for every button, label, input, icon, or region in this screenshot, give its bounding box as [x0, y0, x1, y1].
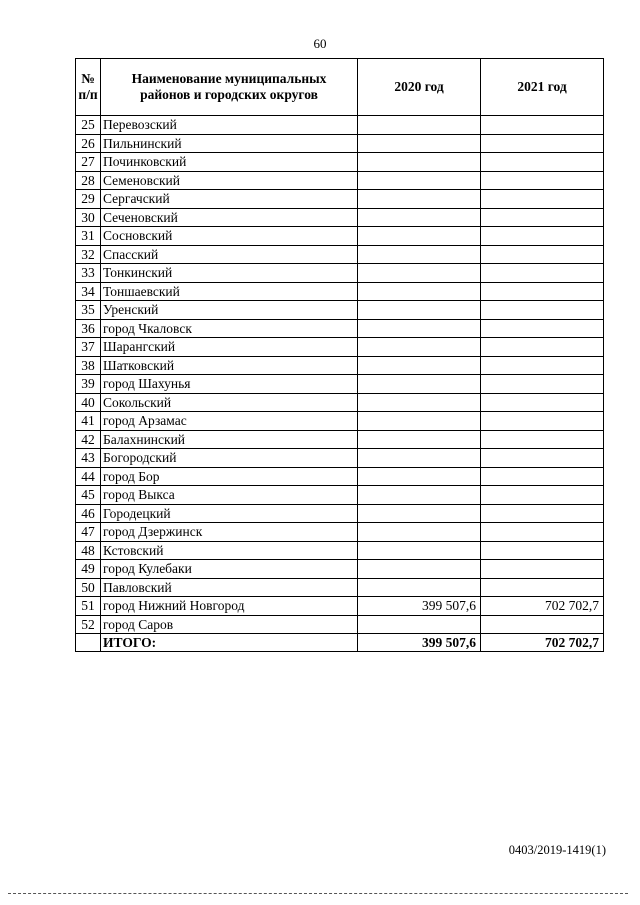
table-row [76, 208, 604, 227]
table-row [76, 615, 604, 634]
row-value-2021 [481, 338, 604, 357]
row-value-2021 [481, 486, 604, 505]
total-row [76, 634, 604, 652]
total-2021: 702 702,7 [481, 634, 604, 652]
table-row [76, 449, 604, 468]
table-row [76, 393, 604, 412]
table-row [76, 227, 604, 246]
row-name: город Кулебаки [101, 560, 358, 579]
row-value-2020 [358, 319, 481, 338]
row-name: Сосновский [101, 227, 358, 246]
row-value-2020 [358, 264, 481, 283]
row-value-2021 [481, 245, 604, 264]
table-row [76, 504, 604, 523]
row-number: 48 [76, 541, 101, 560]
row-name: Починковский [101, 153, 358, 172]
table-row [76, 134, 604, 153]
budget-table [75, 58, 604, 652]
row-number: 26 [76, 134, 101, 153]
row-name: Тоншаевский [101, 282, 358, 301]
row-value-2021 [481, 171, 604, 190]
header-2020: 2020 год [358, 59, 481, 116]
table-row [76, 190, 604, 209]
row-name: Пильнинский [101, 134, 358, 153]
row-value-2020 [358, 430, 481, 449]
table-row [76, 245, 604, 264]
row-name: город Нижний Новгород [101, 597, 358, 616]
table-row [76, 338, 604, 357]
row-value-2021 [481, 208, 604, 227]
header-name: Наименование муниципальных районов и городских округов [101, 59, 358, 116]
row-value-2021 [481, 393, 604, 412]
row-name: Балахнинский [101, 430, 358, 449]
row-name: Перевозский [101, 116, 358, 135]
row-value-2021 [481, 264, 604, 283]
row-number: 44 [76, 467, 101, 486]
row-name: Богородский [101, 449, 358, 468]
row-number: 28 [76, 171, 101, 190]
row-value-2020 [358, 338, 481, 357]
table-row [76, 430, 604, 449]
table-row [76, 116, 604, 135]
row-name: Сеченовский [101, 208, 358, 227]
row-name: Сокольский [101, 393, 358, 412]
row-value-2021 [481, 227, 604, 246]
row-value-2020 [358, 116, 481, 135]
row-number: 30 [76, 208, 101, 227]
table-row [76, 541, 604, 560]
row-value-2021 [481, 301, 604, 320]
row-value-2020 [358, 134, 481, 153]
row-number: 41 [76, 412, 101, 431]
row-value-2020 [358, 190, 481, 209]
row-value-2020 [358, 393, 481, 412]
row-value-2021 [481, 412, 604, 431]
row-value-2021 [481, 116, 604, 135]
row-number: 36 [76, 319, 101, 338]
row-value-2021 [481, 523, 604, 542]
row-value-2021 [481, 578, 604, 597]
row-number: 40 [76, 393, 101, 412]
row-number: 37 [76, 338, 101, 357]
table-header-row [76, 59, 604, 116]
row-value-2021: 702 702,7 [481, 597, 604, 616]
row-number: 31 [76, 227, 101, 246]
row-value-2021 [481, 615, 604, 634]
row-value-2020 [358, 615, 481, 634]
row-value-2021 [481, 467, 604, 486]
row-value-2021 [481, 134, 604, 153]
table-row [76, 171, 604, 190]
row-value-2021 [481, 504, 604, 523]
page-number: 60 [313, 36, 327, 51]
row-value-2021 [481, 541, 604, 560]
table-row [76, 597, 604, 616]
row-name: Кстовский [101, 541, 358, 560]
row-value-2020 [358, 449, 481, 468]
row-value-2021 [481, 319, 604, 338]
row-number: 38 [76, 356, 101, 375]
table-row [76, 467, 604, 486]
row-value-2020 [358, 504, 481, 523]
row-value-2021 [481, 153, 604, 172]
row-value-2020 [358, 171, 481, 190]
row-value-2021 [481, 356, 604, 375]
row-value-2020 [358, 153, 481, 172]
row-value-2020 [358, 523, 481, 542]
total-number-cell [76, 634, 101, 652]
row-name: Семеновский [101, 171, 358, 190]
table-row [76, 264, 604, 283]
row-value-2020 [358, 486, 481, 505]
table-row [76, 486, 604, 505]
table-row [76, 282, 604, 301]
row-number: 42 [76, 430, 101, 449]
row-value-2021 [481, 560, 604, 579]
row-value-2021 [481, 449, 604, 468]
row-value-2020 [358, 412, 481, 431]
row-number: 47 [76, 523, 101, 542]
table-row [76, 319, 604, 338]
row-number: 29 [76, 190, 101, 209]
row-value-2020 [358, 578, 481, 597]
row-value-2021 [481, 430, 604, 449]
row-value-2020 [358, 208, 481, 227]
row-number: 25 [76, 116, 101, 135]
row-number: 49 [76, 560, 101, 579]
row-name: Уренский [101, 301, 358, 320]
row-name: город Саров [101, 615, 358, 634]
row-value-2020 [358, 541, 481, 560]
row-number: 45 [76, 486, 101, 505]
total-label: ИТОГО: [101, 634, 358, 652]
row-name: Сергачский [101, 190, 358, 209]
table-row [76, 578, 604, 597]
header-number: № п/п [76, 59, 101, 116]
row-value-2020 [358, 560, 481, 579]
table-row [76, 375, 604, 394]
row-value-2021 [481, 282, 604, 301]
row-name: город Бор [101, 467, 358, 486]
row-value-2021 [481, 375, 604, 394]
row-number: 50 [76, 578, 101, 597]
row-number: 46 [76, 504, 101, 523]
row-name: город Чкаловск [101, 319, 358, 338]
table-row [76, 560, 604, 579]
row-value-2020 [358, 301, 481, 320]
row-name: Тонкинский [101, 264, 358, 283]
row-name: город Шахунья [101, 375, 358, 394]
row-name: Городецкий [101, 504, 358, 523]
page-bottom-rule [8, 893, 628, 894]
row-value-2020 [358, 245, 481, 264]
row-name: Павловский [101, 578, 358, 597]
document-code: 0403/2019-1419(1) [508, 843, 606, 857]
row-number: 52 [76, 615, 101, 634]
row-number: 39 [76, 375, 101, 394]
row-number: 34 [76, 282, 101, 301]
row-number: 43 [76, 449, 101, 468]
table-row [76, 153, 604, 172]
total-2020: 399 507,6 [358, 634, 481, 652]
row-value-2020: 399 507,6 [358, 597, 481, 616]
row-name: город Арзамас [101, 412, 358, 431]
row-number: 35 [76, 301, 101, 320]
row-number: 51 [76, 597, 101, 616]
row-value-2020 [358, 467, 481, 486]
table-row [76, 412, 604, 431]
table-row [76, 301, 604, 320]
row-value-2020 [358, 227, 481, 246]
row-name: город Дзержинск [101, 523, 358, 542]
row-name: Спасский [101, 245, 358, 264]
row-number: 32 [76, 245, 101, 264]
row-number: 33 [76, 264, 101, 283]
row-value-2020 [358, 356, 481, 375]
row-number: 27 [76, 153, 101, 172]
row-name: город Выкса [101, 486, 358, 505]
row-value-2020 [358, 282, 481, 301]
row-value-2020 [358, 375, 481, 394]
header-2021: 2021 год [481, 59, 604, 116]
table-row [76, 523, 604, 542]
row-value-2021 [481, 190, 604, 209]
table-row [76, 356, 604, 375]
row-name: Шарангский [101, 338, 358, 357]
row-name: Шатковский [101, 356, 358, 375]
